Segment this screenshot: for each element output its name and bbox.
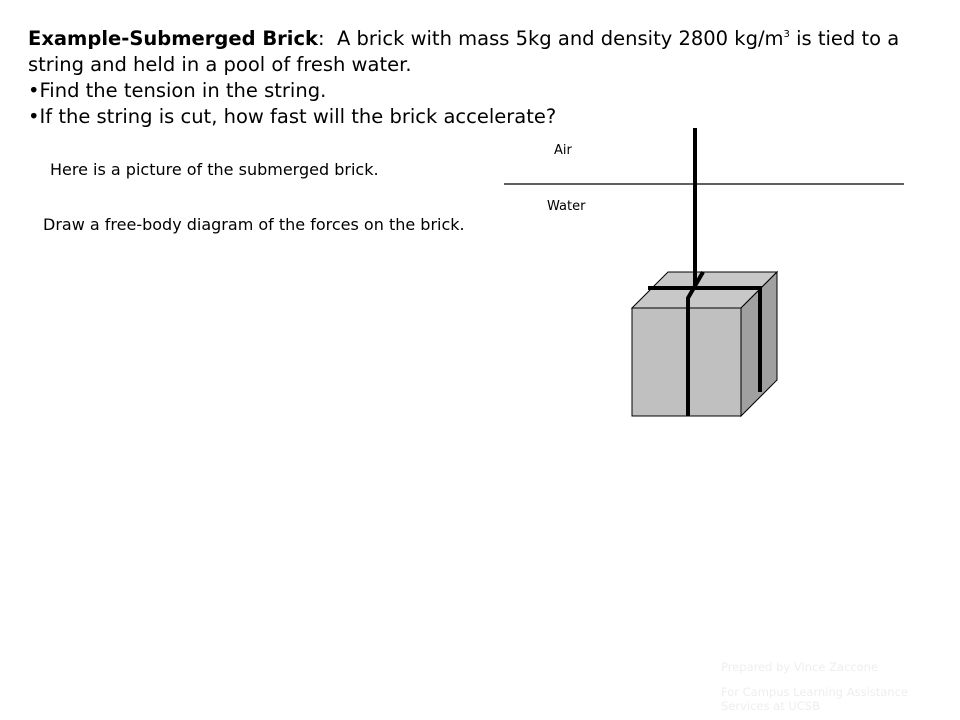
air-label: Air bbox=[554, 143, 572, 158]
water-label: Water bbox=[547, 199, 586, 214]
heading-separator: : bbox=[318, 27, 325, 50]
cubed-superscript: 3 bbox=[783, 29, 790, 40]
problem-heading: Example-Submerged Brick bbox=[28, 27, 319, 50]
credit-campus-services: For Campus Learning Assistance Services at UCSB bbox=[721, 685, 908, 713]
problem-statement-tail: is tied to a string and held in a pool of fresh water. bbox=[28, 27, 900, 76]
picture-note: Here is a picture of the submerged brick. bbox=[50, 160, 379, 179]
problem-statement bbox=[28, 26, 928, 130]
bullet-acceleration: •If the string is cut, how fast will the brick accelerate? bbox=[28, 105, 557, 128]
bullet-find-tension: •Find the tension in the string. bbox=[28, 79, 327, 102]
problem-statement-text: A brick with mass 5kg and density 2800 kg/m bbox=[337, 27, 784, 50]
problem-intro bbox=[28, 26, 928, 78]
submerged-brick-figure bbox=[500, 120, 910, 420]
free-body-diagram-note: Draw a free-body diagram of the forces on the brick. bbox=[43, 215, 465, 234]
credit-prepared-by: Prepared by Vince Zaccone bbox=[721, 660, 879, 674]
